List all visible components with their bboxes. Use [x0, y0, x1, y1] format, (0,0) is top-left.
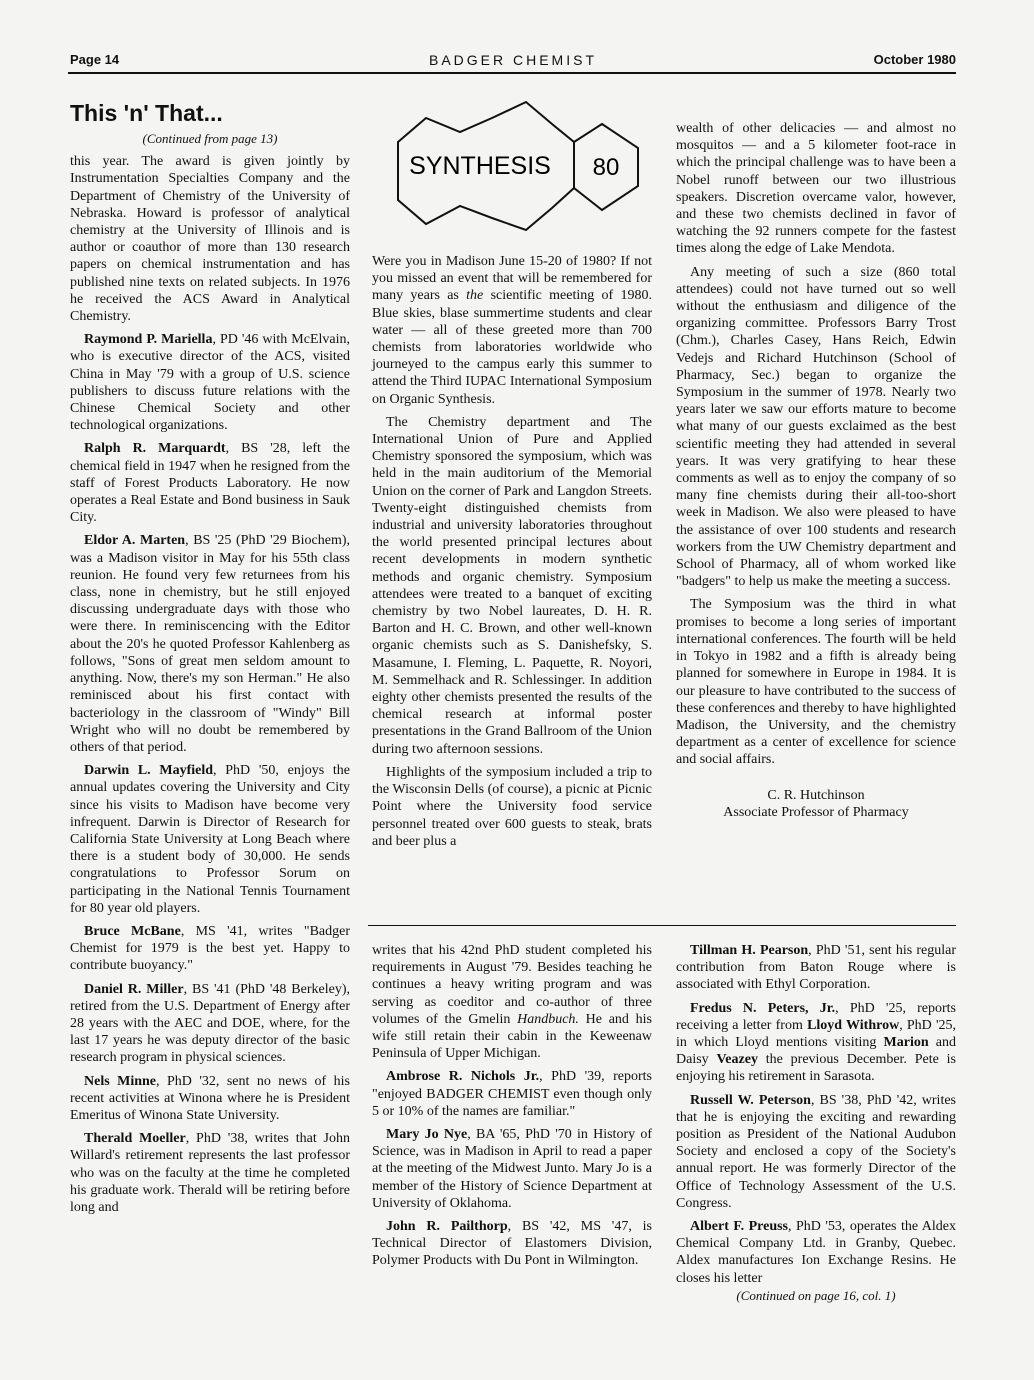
- paragraph: Therald Moeller, PhD '38, writes that John Willard's retirement represents the last professor who was on the faculty at the time he completed his graduate work. Therald will be retiring before long and: [70, 1131, 350, 1215]
- person-name: Therald Moeller: [84, 1131, 186, 1147]
- person-name: Darwin L. Mayfield: [84, 763, 214, 779]
- right-top-column: [676, 120, 956, 821]
- paragraph: The Chemistry department and The International Union of Pure and Applied Chemistry sponsored the symposium, which was held in the main auditorium of the Memorial Union on the corner of Park and Langdon Streets. Twenty-eight distinguished chemists from industrial and university laboratories throughout the world presented principal lectures about recent developments in modern synthetic methods and organic chemistry. Symposium attendees were treated to a banquet of exciting chemistry by two Nobel laureates, D. H. R. Barton and H. C. Brown, and other well-known organic chemists such as S. Danishefsky, S. Masamune, I. Fleming, L. Paquette, R. Noyori, M. Semmelhack and R. Schlessinger. In addition eighty other chemists presented the results of the chemical research at informal poster presentations in the Grand Ballroom of the Union during two afternoon sessions.: [372, 414, 652, 757]
- publication-title: BADGER CHEMIST: [428, 52, 597, 68]
- continued-footer: (Continued on page 16, col. 1): [736, 1287, 896, 1303]
- paragraph: Darwin L. Mayfield, PhD '50, enjoys the annual updates covering the University and City since his visits to Madison have become very infrequent. Darwin is Director of Research for California State University at Long Beach where there is a student body of 30,000. He sends congratulations to Professor Sorum on participating in the National Tennis Tournament for 80 year old players.: [70, 763, 350, 916]
- paragraph: Any meeting of such a size (860 total attendees) could not have turned out so well without the enthusiasm and diligence of the organizing committee. Professors Barry Trost (Chm.), Charles Casey, Hans Reich, Edwin Vedejs and Richard Hutchinson (School of Pharmacy, Sec.) began to organize the Symposium in the summer of 1978. Nearly two years later we saw our efforts mature to become what many of our guests exclaimed as the best scientific meeting they had attended in several years. It was very gratifying to hear these comments as well as to enjoy the company of so many fine chemists during their all-too-short week in Madison. We also were pleased to have the assistance of over 100 students and research workers from the UW Chemistry department and School of Pharmacy, all of whom worked like "badgers" to help us make the meeting a success.: [676, 264, 956, 590]
- middle-top-column: [372, 253, 652, 850]
- person-name: Ralph R. Marquardt: [84, 441, 226, 457]
- paragraph: Fredus N. Peters, Jr., PhD '25, reports receiving a letter from Lloyd Withrow, PhD '25, in which Lloyd mentions visiting Marion and Daisy Veazey the previous December. Pete is enjoying his retirement in Sarasota.: [676, 1000, 957, 1085]
- synthesis-80-logo: [376, 100, 648, 240]
- paragraph: Ralph R. Marquardt, BS '28, left the chemical field in 1947 when he resigned from the staff of Forest Products Laboratory. He now operates a Real Estate and Bond business in Sauk City.: [70, 441, 350, 526]
- paragraph: Tillman H. Pearson, PhD '51, sent his regular contribution from Baton Rouge where is associated with Ethyl Corporation.: [676, 943, 957, 993]
- paragraph: Highlights of the symposium included a trip to the Wisconsin Dells (of course), a picnic at Picnic Point where the University food service personnel treated over 600 guests to steak, brats and beer plus a: [372, 764, 652, 849]
- paragraph: Daniel R. Miller, BS '41 (PhD '48 Berkeley), retired from the U.S. Department of Energy after 28 years with the AEC and DOE, where, for the last 17 years he was deputy director of the basic research program in physical sciences.: [70, 981, 351, 1066]
- person-name: Daniel R. Miller: [84, 981, 184, 997]
- middle-bottom-column: [372, 942, 652, 1270]
- paragraph: Raymond P. Mariella, PD '46 with McElvain, who is executive director of the ACS, visited China in May '79 with a group of U.S. science publishers to discuss future relations with the Chinese Chemical Society and other technological organizations.: [70, 332, 351, 434]
- paragraph: Ambrose R. Nichols Jr., PhD '39, reports "enjoyed BADGER CHEMIST even though only 5 or 10% of the names are familiar.": [372, 1069, 653, 1119]
- paragraph: this year. The award is given jointly by Instrumentation Specialties Company and the Department of Chemistry of the University of Nebraska. Howard is professor of analytical chemistry at the University of Illinois and is author or coauthor of more than 130 research papers on chemical instrumentation and has published nine texts on related subjects. In 1976 he received the ACS Award in Analytical Chemistry.: [70, 154, 350, 325]
- person-name: John R. Pailthorp: [386, 1219, 508, 1235]
- paragraph: Nels Minne, PhD '32, sent no news of his recent activities at Winona where he is President Emeritus of Winona State University.: [70, 1073, 350, 1123]
- right-bottom-column: [676, 942, 956, 1304]
- paragraph: Russell W. Peterson, BS '38, PhD '42, writes that he is enjoying the exciting and rewarding position as President of the National Audubon Society and enclosed a copy of the Society's annual report. He was formerly Director of the Office of Technology Assessment of the U.S. Congress.: [676, 1092, 957, 1211]
- person-name: Tillman H. Pearson: [690, 943, 809, 958]
- paragraph: Were you in Madison June 15-20 of 1980? If not you missed an event that will be remembered for many years as the scientific meeting of 1980. Blue skies, blase summertime students and clear water — all of these greeted more than 700 chemists from laboratories worldwide who journeyed to the campus early this summer to attend the Third IUPAC International Symposium on Organic Synthesis.: [372, 254, 652, 407]
- paragraph: Albert F. Preuss, PhD '53, operates the Aldex Chemical Company Ltd. in Granby, Quebec. Aldex manufactures Ion Exchange Resins. He closes his letter: [676, 1219, 956, 1286]
- person-name: Fredus N. Peters, Jr.: [690, 1000, 836, 1016]
- person-name: Bruce McBane: [84, 923, 181, 939]
- person-name: Raymond P. Mariella: [84, 332, 213, 348]
- person-name: Albert F. Preuss: [690, 1219, 789, 1235]
- page-header: [70, 48, 956, 70]
- person-name: Russell W. Peterson: [690, 1092, 811, 1108]
- header-rule: [68, 72, 956, 74]
- person-name: Mary Jo Nye: [386, 1127, 468, 1143]
- paragraph: Mary Jo Nye, BA '65, PhD '70 in History of Science, was in Madison in April to read a paper at the meeting of the Midwest Junto. Mary Jo is a member of the History of Science Department at University of Oklahoma.: [372, 1127, 652, 1211]
- left-column: [70, 100, 350, 1216]
- logo-number: 80: [592, 154, 620, 181]
- paragraph: John R. Pailthorp, BS '42, MS '47, is Technical Director of Elastomers Division, Polymer Products with Du Pont in Wilmington.: [372, 1219, 652, 1269]
- paragraph: wealth of other delicacies — and almost no mosquitos — and a 5 kilometer foot-race in which the principal challenge was to have been a Nobel runoff between our two illustrious speakers. Discretion overcame valor, however, and these two chemists declined in favor of watching the 92 runners compete for the fastest times along the edge of Lake Mendota.: [676, 121, 956, 257]
- section-title: This 'n' That...: [70, 100, 223, 126]
- page-number: Page 14: [70, 52, 120, 67]
- paragraph: The Symposium was the third in what promises to become a long series of important international conferences. The fourth will be held in Tokyo in 1982 and a fifth is already being planned for somewhere in Europe in 1984. It is our pleasure to have contributed to the success of these conferences and thereby to have highlighted Madison, the University, and the chemistry department as a center of excellence for science and social affairs.: [676, 597, 956, 768]
- person-name: Eldor A. Marten: [84, 533, 186, 549]
- person-name: Ambrose R. Nichols Jr.: [386, 1069, 540, 1085]
- section-divider: [368, 925, 956, 926]
- issue-date: October 1980: [873, 52, 956, 67]
- signature-name: C. R. Hutchinson: [767, 787, 865, 803]
- continued-note: (Continued from page 13): [142, 131, 278, 146]
- paragraph: Eldor A. Marten, BS '25 (PhD '29 Biochem), was a Madison visitor in May for his 55th class reunion. He found very few returnees from his class, none in chemistry, but he still enjoyed discussing undergraduate days with those who were there. In reminiscencing with the Editor about the 20's he quoted Professor Kahlenberg as follows, "Sons of great men seldom amount to anything. Now, there's my son Herman." He also reminisced about his first contact with bacteriology in the classroom of "Windy" Bill Wright who will no doubt be remembered by others of that period.: [70, 533, 350, 755]
- paragraph: writes that his 42nd PhD student completed his requirements in August '79. Besides teaching he continues a heavy writing program and was serving as coeditor and co-author of three volumes of the Gmelin Handbuch. He and his wife still retain their cabin in the Keweenaw Peninsula of Upper Michigan.: [372, 943, 652, 1062]
- logo-word: SYNTHESIS: [409, 152, 551, 180]
- person-name: Nels Minne: [84, 1073, 157, 1089]
- paragraph: Bruce McBane, MS '41, writes "Badger Chemist for 1979 is the best yet. Happy to contribute buoyancy.": [70, 923, 351, 974]
- signature-title: Associate Professor of Pharmacy: [723, 804, 909, 820]
